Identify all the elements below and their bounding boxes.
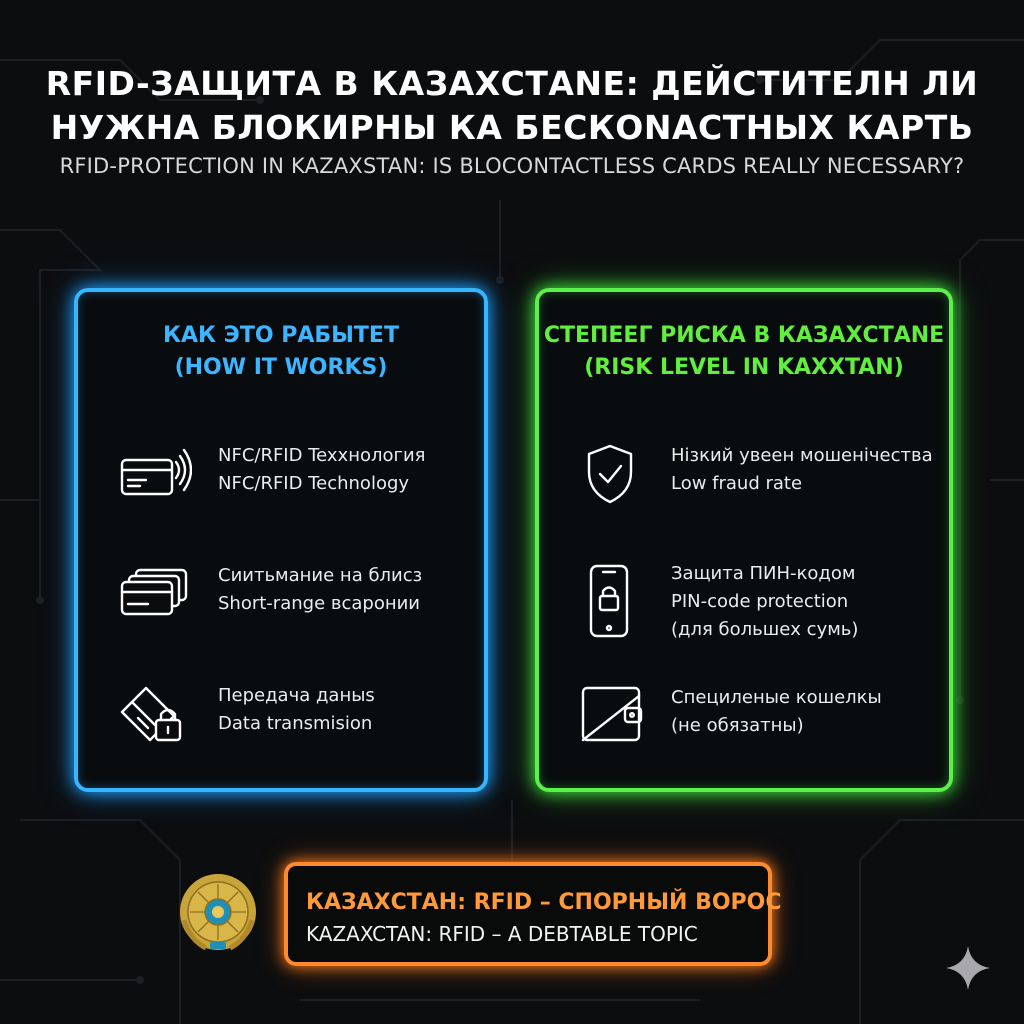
risk-item-wallet-ru: Специленые кошелкы	[671, 687, 882, 708]
how-item-nfc-en: NFC/RFID Technology	[218, 473, 410, 494]
risk-item-pin-ru: Защита ПИН-кодом	[671, 563, 856, 584]
how-item-range-en: Short-range всаронии	[218, 593, 420, 614]
page-title-line-2: НУЖНА БЛОКИРНЫ КА БЕСКОNАСТНЫХ КАРТЬ	[50, 108, 974, 147]
how-it-works-heading-ru: КАК ЭТО РАБЫТЕТ	[163, 323, 399, 348]
risk-item-pin-text	[671, 560, 858, 644]
risk-level-heading	[539, 320, 949, 384]
shield-check-icon	[583, 442, 637, 506]
card-lock-icon	[118, 682, 192, 746]
sparkle-icon	[944, 944, 992, 992]
footer-callout	[284, 862, 782, 966]
risk-item-fraud-text	[671, 442, 933, 498]
wallet-icon	[579, 684, 645, 744]
how-item-data-ru: Передача даныs	[218, 685, 375, 706]
page-title-line-1: RFID-ЗАЩИТА В КАЗАХСТАNE: ДЕЙСТИТЕЛН ЛИ	[45, 64, 979, 103]
footer-title-en: KAZAXCTAN: RFID – A DEBTABLE TOPIC	[306, 922, 698, 946]
kazakhstan-emblem-icon	[176, 870, 260, 954]
phone-lock-icon	[587, 564, 631, 640]
how-item-range-text	[218, 562, 422, 618]
risk-item-fraud-en: Low fraud rate	[671, 473, 803, 494]
contactless-card-icon	[118, 446, 192, 498]
stacked-cards-icon	[118, 566, 192, 618]
footer-title-ru: КАЗАХСТАН: RFID – СПОРНЫЙ ВОРОС	[306, 890, 782, 915]
risk-item-pin-en: PIN-code protection	[671, 591, 849, 612]
how-item-data-text	[218, 682, 375, 738]
how-it-works-panel	[74, 288, 488, 792]
how-item-nfc-text	[218, 442, 425, 498]
page-subtitle: RFID-PROTECTION IN KAZAXSTAN: IS BLOCONTACTLESS CARDS REALLY NECESSARY?	[59, 154, 965, 178]
risk-item-pin-note: (для большех сумь)	[671, 619, 859, 640]
risk-item-wallet-note: (не обязатны)	[671, 715, 804, 736]
how-item-data-en: Data transmision	[218, 713, 373, 734]
how-it-works-heading-en: (HOW IT WORKS)	[174, 355, 388, 380]
how-it-works-heading	[78, 320, 484, 384]
how-item-nfc-ru: NFC/RFID Texxнология	[218, 445, 426, 466]
how-item-range-ru: Сиитьмание на блисз	[218, 565, 423, 586]
risk-item-wallet-text	[671, 684, 882, 740]
risk-item-fraud-ru: Нізкий увеен мошенічества	[671, 445, 933, 466]
risk-level-heading-ru: СТЕПЕЕГ РИСКА В КАЗАХСТАNE	[543, 323, 945, 348]
risk-level-heading-en: (RISK LEVEL IN KAXXTAN)	[584, 355, 904, 380]
risk-level-panel	[535, 288, 953, 792]
